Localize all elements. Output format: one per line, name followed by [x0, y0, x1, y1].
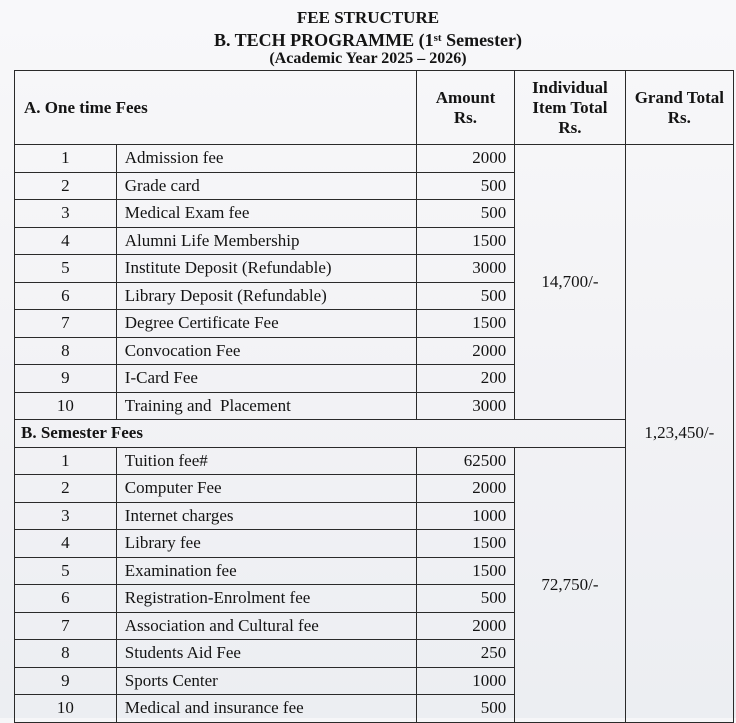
- fee-amount: 2000: [416, 612, 515, 640]
- grand-total-column-header: Grand Total Rs.: [625, 71, 733, 145]
- fee-item: Registration-Enrolment fee: [116, 585, 416, 613]
- fee-amount: 2000: [416, 337, 515, 365]
- academic-year: (Academic Year 2025 – 2026): [269, 50, 467, 67]
- serial-number: 9: [15, 667, 117, 695]
- serial-number: 6: [15, 585, 117, 613]
- serial-number: 8: [15, 337, 117, 365]
- fee-amount: 2000: [416, 475, 515, 503]
- serial-number: 1: [15, 447, 117, 475]
- fee-item: Sports Center: [116, 667, 416, 695]
- serial-number: 5: [15, 557, 117, 585]
- fee-item: Association and Cultural fee: [116, 612, 416, 640]
- fee-item: Library Deposit (Refundable): [116, 282, 416, 310]
- serial-number: 10: [15, 695, 117, 723]
- fee-amount: 500: [416, 585, 515, 613]
- serial-number: 6: [15, 282, 117, 310]
- fee-item: Medical Exam fee: [116, 200, 416, 228]
- fee-item: Degree Certificate Fee: [116, 310, 416, 338]
- fee-item: Training and Placement: [116, 392, 416, 420]
- fee-item: Institute Deposit (Refundable): [116, 255, 416, 283]
- subtitle-tail: Semester): [441, 30, 523, 50]
- subtitle-superscript: st: [433, 32, 442, 44]
- serial-number: 10: [15, 392, 117, 420]
- amount-column-header: Amount Rs.: [416, 71, 515, 145]
- fee-amount: 1500: [416, 530, 515, 558]
- table-row: [15, 145, 734, 173]
- section-a-total: 14,700/-: [515, 145, 625, 420]
- serial-number: 9: [15, 365, 117, 393]
- table-header-row: [15, 71, 734, 145]
- fee-item: Computer Fee: [116, 475, 416, 503]
- section-b-total: 72,750/-: [515, 447, 625, 722]
- fee-item: I-Card Fee: [116, 365, 416, 393]
- grand-total-value: 1,23,450/-: [625, 145, 733, 723]
- fee-item: Students Aid Fee: [116, 640, 416, 668]
- fee-item: Tuition fee#: [116, 447, 416, 475]
- fee-amount: 62500: [416, 447, 515, 475]
- fee-table: [14, 70, 734, 723]
- serial-number: 4: [15, 530, 117, 558]
- subtitle-main: B. TECH PROGRAMME (1: [213, 30, 434, 50]
- fee-amount: 1500: [416, 557, 515, 585]
- serial-number: 1: [15, 145, 117, 173]
- serial-number: 4: [15, 227, 117, 255]
- doc-subtitle: [0, 28, 736, 50]
- fee-item: Examination fee: [116, 557, 416, 585]
- fee-amount: 500: [416, 200, 515, 228]
- section-b-heading: B. Semester Fees: [15, 420, 626, 448]
- fee-amount: 3000: [416, 392, 515, 420]
- fee-item: Internet charges: [116, 502, 416, 530]
- fee-item: Alumni Life Membership: [116, 227, 416, 255]
- fee-item: Medical and insurance fee: [116, 695, 416, 723]
- serial-number: 8: [15, 640, 117, 668]
- fee-amount: 1500: [416, 227, 515, 255]
- fee-amount: 500: [416, 282, 515, 310]
- fee-item: Library fee: [116, 530, 416, 558]
- individual-total-column-header: Individual Item Total Rs.: [515, 71, 625, 145]
- serial-number: 3: [15, 502, 117, 530]
- serial-number: 3: [15, 200, 117, 228]
- serial-number: 5: [15, 255, 117, 283]
- fee-amount: 1000: [416, 502, 515, 530]
- serial-number: 2: [15, 475, 117, 503]
- fee-item: Admission fee: [116, 145, 416, 173]
- document-header: [0, 8, 736, 68]
- fee-amount: 3000: [416, 255, 515, 283]
- fee-amount: 1000: [416, 667, 515, 695]
- fee-amount: 250: [416, 640, 515, 668]
- fee-amount: 500: [416, 172, 515, 200]
- serial-number: 7: [15, 310, 117, 338]
- fee-item: Grade card: [116, 172, 416, 200]
- fee-amount: 500: [416, 695, 515, 723]
- serial-number: 7: [15, 612, 117, 640]
- fee-item: Convocation Fee: [116, 337, 416, 365]
- serial-number: 2: [15, 172, 117, 200]
- fee-amount: 1500: [416, 310, 515, 338]
- doc-title: FEE STRUCTURE: [296, 8, 440, 27]
- fee-amount: 200: [416, 365, 515, 393]
- fee-amount: 2000: [416, 145, 515, 173]
- section-a-heading: A. One time Fees: [15, 71, 417, 145]
